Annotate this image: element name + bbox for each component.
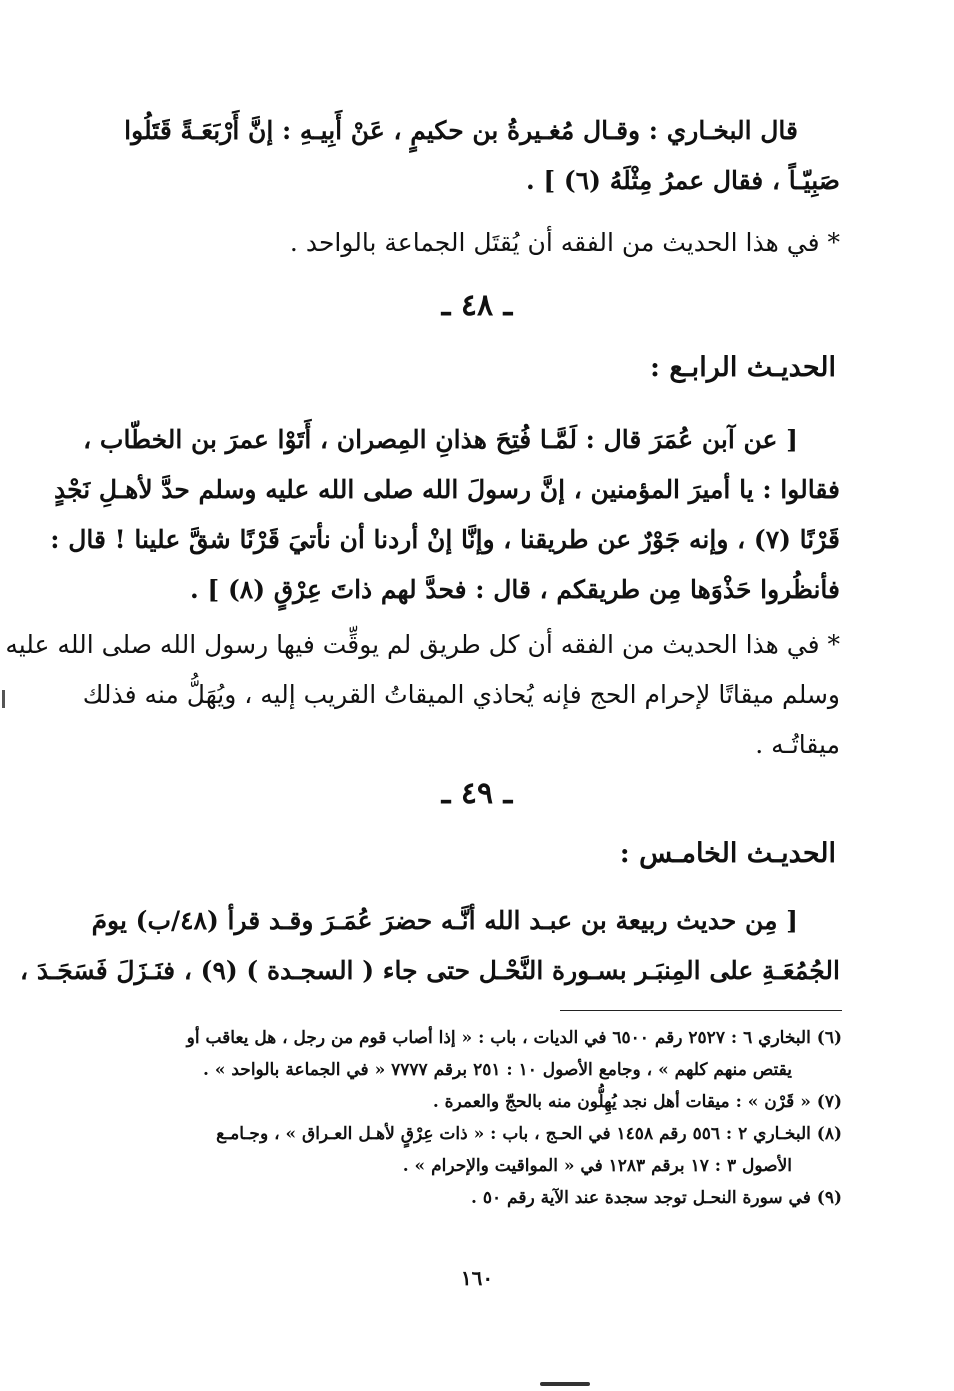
- footnote-6-line: (٦) البخاري ٦ : ٢٥٢٧ رقم ٦٥٠٠ في الديات ، باب : « إذا أصاب قوم من رجل ، هل يعاقب أو: [186, 1028, 842, 1048]
- scan-bottom-mark: [540, 1382, 590, 1386]
- heading-fourth-hadith: الحديـث الرابـع :: [650, 352, 836, 383]
- footnote-9-line: (٩) في سورة النحـل توجد سجدة عند الآية رقم ٥٠ .: [470, 1188, 842, 1208]
- footnote-7-line: (٧) « قَرْن » : ميقات أهل نجد يُهِلُّون منه بالحجّ والعمرة .: [432, 1092, 842, 1112]
- commentary-line: * في هذا الحديث من الفقه أن كل طريق لم يوقِّت فيها رسول الله صلى الله عليه: [5, 630, 840, 659]
- text-line: فأنظُروا حَذْوَها مِن طريقكم ، قال : فحدَّ لهم ذاتَ عِرْقٍ (٨) ] .: [190, 575, 840, 604]
- section-number-49: ـ ٤٩ ـ: [441, 776, 513, 811]
- footnote-6-continued: يقتص منهم كلهم » ، وجامع الأصول ١٠ : ٢٥١ برقم ٧٧٧٧ « في الجماعة بالواحد » .: [203, 1060, 792, 1080]
- text-line: قال البخـاري : وقـال مُغـيرةُ بن حكيمٍ ، عَنْ أَبِيـهِ : إنَّ أَرْبَعَـةً قَتَلُوا: [124, 116, 798, 145]
- text-line: [ عن آبن عُمَرَ قال : لَمَّـا فُتِحَ هذانِ المِصران ، أَتَوْا عمرَ بن الخطّاب ،: [83, 425, 798, 454]
- commentary-line: ميقاتُـه .: [755, 730, 840, 759]
- text-line: [ مِن حديث ربيعة بن عبـد الله أنَّـه حضرَ عُمَـرَ وقـد قرأ (٤٨/ب) يومَ: [91, 906, 798, 935]
- text-line: صَبِيّـاً ، فقال عمرُ مِثْلَهُ (٦) ] .: [525, 166, 840, 195]
- section-number-48: ـ ٤٨ ـ: [441, 288, 513, 323]
- commentary-line: وسلم ميقاتًا لإحرام الحج فإنه يُحاذي الميقاتُ القريب إليه ، ويُهَلُّ منه فذلك: [82, 680, 840, 709]
- hadith-text-block-2: [50, 415, 840, 615]
- text-line: فقالوا : يا أميرَ المؤمنين ، إنَّ رسولَ الله صلى الله عليه وسلم حدَّ لأهـلِ نَجْدٍ: [53, 475, 840, 504]
- hadith-text-block-4: [20, 896, 840, 996]
- heading-fifth-hadith: الحديـث الخامـس :: [619, 838, 836, 869]
- commentary-block-3: [5, 620, 840, 770]
- footnotes-block: [90, 1022, 842, 1214]
- text-line: قَرْنًا (٧) ، وإنه جَوْرٌ عن طريقنا ، وإنَّا إنْ أردنا أن نأتيَ قَرْنًا شقَّ علينا ! قال :: [50, 525, 840, 554]
- commentary-line: * في هذا الحديث من الفقه أن يُقتَل الجماعة بالواحد .: [289, 228, 840, 257]
- hadith-text-block-1: [90, 106, 840, 268]
- text-line: الجُمُعَـةِ على المِنبَـر بسـورة النَّحْـل حتى جاء ( السجـدة ) (٩) ، فنَـزَلَ فَسَجَـدَ ،: [20, 956, 840, 985]
- page-number: ١٦٠: [460, 1266, 494, 1290]
- scan-margin-mark: [2, 690, 5, 708]
- footnote-8-line: (٨) البخـاري ٢ : ٥٥٦ رقم ١٤٥٨ في الحـج ، باب : « ذات عِرْقٍ لأهـل العـراق » ، وجـامـع: [216, 1124, 842, 1144]
- footnote-divider: [560, 1010, 842, 1011]
- footnote-8-continued: الأصول ٣ : ١٧ برقم ١٢٨٣ في « المواقيت والإحرام » .: [402, 1156, 792, 1176]
